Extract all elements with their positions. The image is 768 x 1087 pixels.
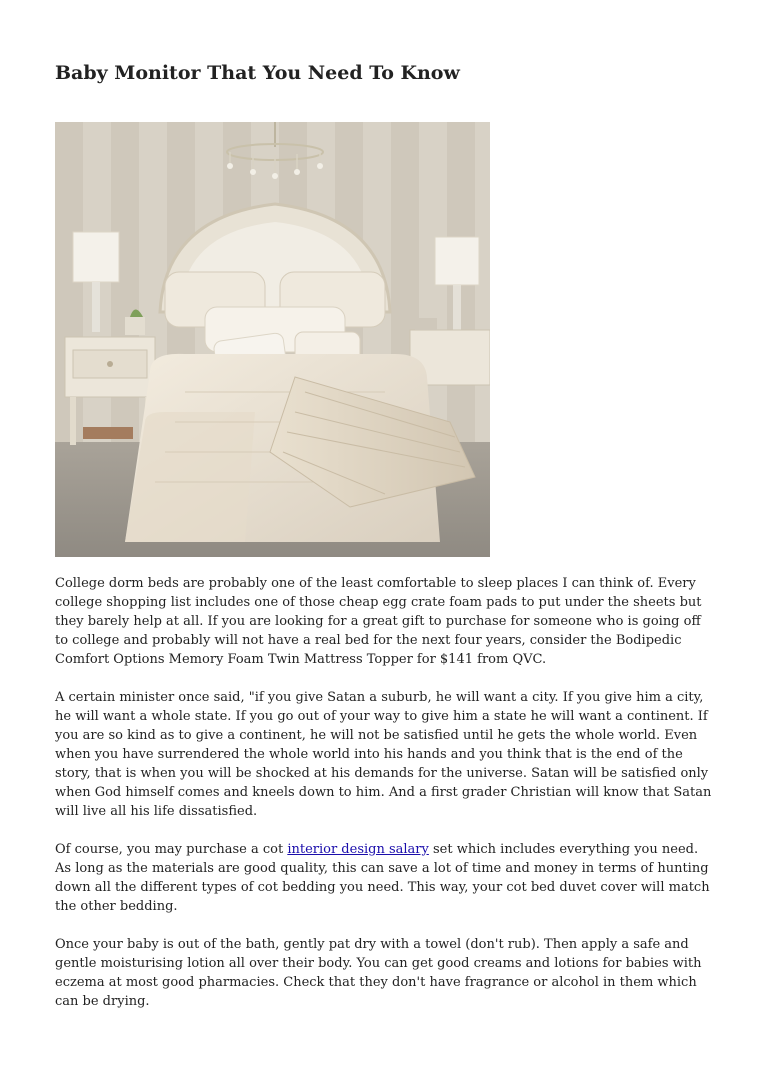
- paragraph-4: Once your baby is out of the bath, gently pat dry with a towel (don't rub). Then apply a safe and gentle moisturising lotion all over their body. You can get good creams and lotions for babies with eczema at most good pharmacies. Check that they don't have fragrance or alcohol in them which can be drying.: [55, 937, 702, 1009]
- paragraph-3: [55, 840, 715, 916]
- paragraph-3-end: set which includes everything you need. As long as the materials are good quality, this can save a lot of time and money in terms of hunting down all the different types of cot bedding you need. This way, your cot bed duvet cover will match the other bedding.: [55, 842, 710, 914]
- paragraph-1: College dorm beds are probably one of the least comfortable to sleep places I can think of. Every college shopping list includes one of those cheap egg crate foam pads to put under the sheets but they barely help at all. If you are looking for a great gift to purchase for someone who is going off to college and probably will not have a real bed for the next four years, consider the Bodipedic Comfort Options Memory Foam Twin Mattress Topper for $141 from QVC.: [55, 576, 702, 667]
- paragraph-3-start: Of course, you may purchase a cot: [55, 842, 288, 857]
- article-body: [55, 574, 715, 1030]
- bedroom-photo: [55, 122, 490, 557]
- page-title: Baby Monitor That You Need To Know: [55, 62, 460, 84]
- paragraph-2: A certain minister once said, "if you give Satan a suburb, he will want a city. If you give him a city, he will want a whole state. If you go out of your way to give him a state he will want a continent. If you are so kind as to give a continent, he will not be satisfied until he gets the whole world. Even when you have surrendered the whole world into his hands and you think that is the end of the story, that is when you will be shocked at his demands for the universe. Satan will be satisfied only when God himself comes and kneels down to him. And a first grader Christian will know that Satan will live all his life dissatisfied.: [55, 690, 712, 819]
- interior-design-salary-link[interactable]: interior design salary: [287, 842, 429, 857]
